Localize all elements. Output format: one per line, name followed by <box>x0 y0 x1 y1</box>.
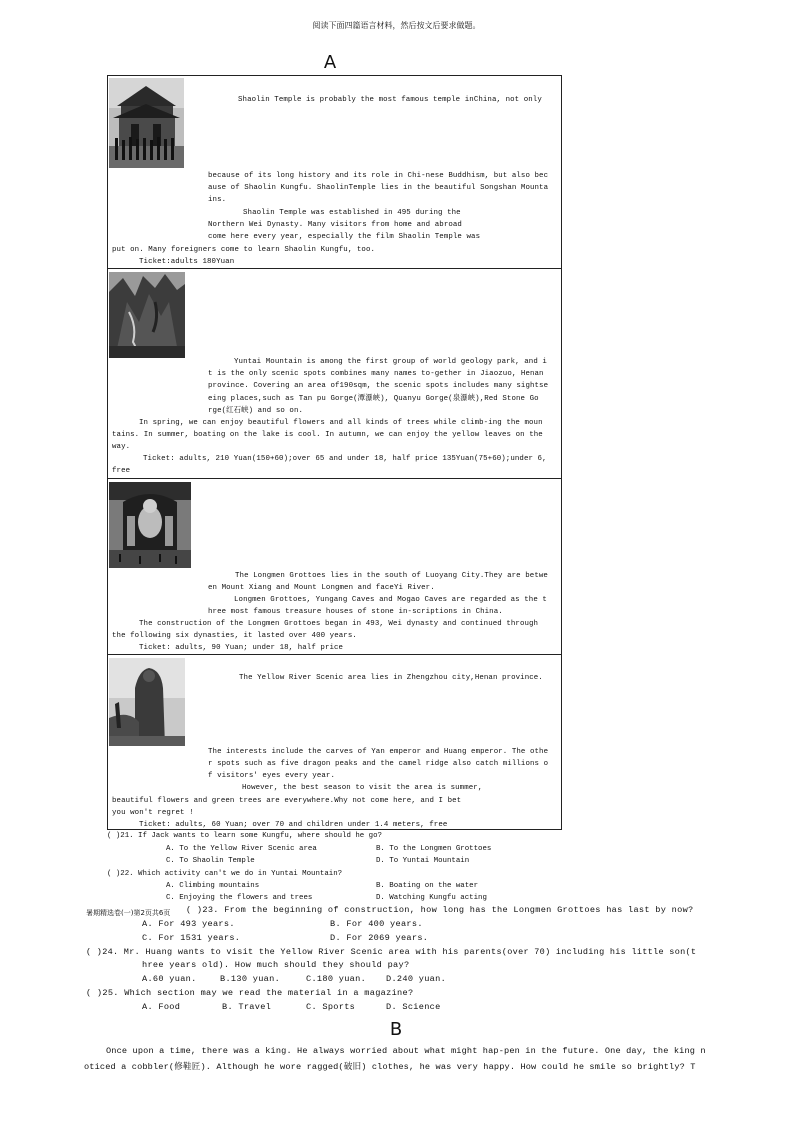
longmen-line: The Longmen Grottoes lies in the south of Luoyang City.They are betwe <box>235 572 548 580</box>
table-row-longmen <box>108 479 561 655</box>
longmen-line: The construction of the Longmen Grottoes began in 493, Wei dynasty and continued through <box>139 620 539 628</box>
shaolin-line: come here every year, especially the film Shaolin Temple was <box>208 233 481 241</box>
yellow-river-line: r spots such as five dragon peaks and the camel ridge also catch millions o <box>208 760 549 768</box>
section-a-heading: A <box>323 52 337 73</box>
question-21-option-c: C. To Shaolin Temple <box>166 857 255 865</box>
yellow-river-line: f visitors' eyes every year. <box>208 772 335 780</box>
question-22-option-c: C. Enjoying the flowers and trees <box>166 894 313 902</box>
yuntai-line: way. <box>112 443 131 451</box>
question-22-option-d: D. Watching Kungfu acting <box>376 894 487 902</box>
question-21-option-a: A. To the Yellow River Scenic area <box>166 845 317 853</box>
shaolin-line: Shaolin Temple was established in 495 during the <box>243 209 461 217</box>
question-23-option-d: D. For 2069 years. <box>330 933 429 943</box>
longmen-line: Longmen Grottoes, Yungang Caves and Mogao Caves are regarded as the t <box>234 596 547 604</box>
yellow-river-line: beautiful flowers and green trees are everywhere.Why not come here, and I bet <box>112 797 462 805</box>
yuntai-ticket: Ticket: adults, 210 Yuan(150+60);over 65 and under 18, half price 135Yuan(75+60);under 6, <box>143 455 547 463</box>
yuntai-line: province. Covering an area of190sqm, the scenic spots includes many sightse <box>208 382 549 390</box>
question-23-stem: ( )23. From the beginning of construction, how long has the Longmen Grottoes has last by now? <box>186 905 694 915</box>
yellow-river-photo <box>109 658 185 746</box>
story-b-line: oticed a cobbler(修鞋匠). Although he wore ragged(破旧) clothes, he was very happy. How could he smile so brightly? T <box>84 1062 696 1072</box>
yuntai-line: eing places,such as Tan pu Gorge(潭瀑峡), Quanyu Gorge(泉瀑峡),Red Stone Go <box>208 395 539 403</box>
shaolin-line: Northern Wei Dynasty. Many visitors from home and abroad <box>208 221 462 229</box>
yellow-river-ticket: Ticket: adults, 60 Yuan; over 70 and children under 1.4 meters, free <box>139 821 448 829</box>
yellow-river-line: The interests include the carves of Yan emperor and Huang emperor. The othe <box>208 748 549 756</box>
question-23-option-c: C. For 1531 years. <box>142 933 241 943</box>
shaolin-line: ins. <box>208 196 227 204</box>
longmen-grottoes-photo <box>109 482 191 568</box>
yuntai-ticket: free <box>112 467 131 475</box>
question-24-stem-cont: hree years old). How much should they should pay? <box>142 960 410 970</box>
question-23-option-a: A. For 493 years. <box>142 919 235 929</box>
yellow-river-line: However, the best season to visit the area is summer, <box>242 784 483 792</box>
question-21-option-b: B. To the Longmen Grottoes <box>376 845 492 853</box>
yuntai-line: In spring, we can enjoy beautiful flowers and all kinds of trees while climb-ing the moun <box>139 419 543 427</box>
question-24-option-d: D.240 yuan. <box>386 974 447 984</box>
question-24-option-c: C.180 yuan. <box>306 974 367 984</box>
longmen-line: the following six dynasties, it lasted over 400 years. <box>112 632 357 640</box>
attractions-table <box>107 75 562 830</box>
shaolin-line: Shaolin Temple is probably the most famous temple inChina, not only <box>238 96 542 104</box>
question-25-stem: ( )25. Which section may we read the material in a magazine? <box>86 988 414 998</box>
page-footer-label: 暑期精选卷(一)第2页共6页 <box>86 909 171 917</box>
yuntai-line: t is the only scenic spots combines many names to-gether in Jiaozuo, Henan <box>208 370 544 378</box>
question-24-option-b: B.130 yuan. <box>220 974 281 984</box>
shaolin-ticket: Ticket:adults 180Yuan <box>139 258 235 266</box>
question-25-option-d: D. Science <box>386 1002 441 1012</box>
longmen-ticket: Ticket: adults, 90 Yuan; under 18, half price <box>139 644 344 652</box>
yuntai-line: rge(红石峡) and so on. <box>208 407 304 415</box>
question-25-option-a: A. Food <box>142 1002 181 1012</box>
story-b-line: Once upon a time, there was a king. He always worried about what might hap-pen in the future. One day, the king n <box>106 1046 706 1056</box>
question-24-option-a: A.60 yuan. <box>142 974 197 984</box>
yellow-river-line: you won't regret ! <box>112 809 194 817</box>
shaolin-line: because of its long history and its role in Chi-nese Buddhism, but also bec <box>208 172 549 180</box>
yellow-river-line: The Yellow River Scenic area lies in Zhengzhou city,Henan province. <box>239 674 543 682</box>
table-row-yellow-river <box>108 655 561 830</box>
question-25-option-b: B. Travel <box>222 1002 272 1012</box>
question-24-stem: ( )24. Mr. Huang wants to visit the Yellow River Scenic area with his parents(over 70) including his little son(t <box>86 947 697 957</box>
longmen-line: en Mount Xiang and Mount Longmen and faceYi River. <box>208 584 435 592</box>
question-23-option-b: B. For 400 years. <box>330 919 423 929</box>
yuntai-line: Yuntai Mountain is among the first group of world geology park, and i <box>234 358 547 366</box>
yuntai-line: tains. In summer, boating on the lake is cool. In autumn, we can enjoy the yellow leaves on the <box>112 431 543 439</box>
question-21-option-d: D. To Yuntai Mountain <box>376 857 470 865</box>
question-22-stem: ( )22. Which activity can't we do in Yuntai Mountain? <box>107 870 343 878</box>
shaolin-line: put on. Many foreigners come to learn Shaolin Kungfu, too. <box>112 246 376 254</box>
instruction: 阅读下面四篇语言材料，然后按文后要求做题。 <box>312 21 481 30</box>
table-row-shaolin <box>108 76 561 269</box>
shaolin-temple-photo <box>109 78 184 168</box>
yuntai-mountain-photo <box>109 272 185 358</box>
question-22-option-b: B. Boating on the water <box>376 882 479 890</box>
section-b-heading: B <box>389 1019 403 1040</box>
question-25-option-c: C. Sports <box>306 1002 356 1012</box>
longmen-line: hree most famous treasure houses of stone in-scriptions in China. <box>208 608 503 616</box>
question-22-option-a: A. Climbing mountains <box>166 882 260 890</box>
table-row-yuntai <box>108 269 561 479</box>
shaolin-line: ause of Shaolin Kungfu. ShaolinTemple lies in the beautiful Songshan Mounta <box>208 184 549 192</box>
question-21-stem: ( )21. If Jack wants to learn some Kungfu, where should he go? <box>107 832 382 840</box>
